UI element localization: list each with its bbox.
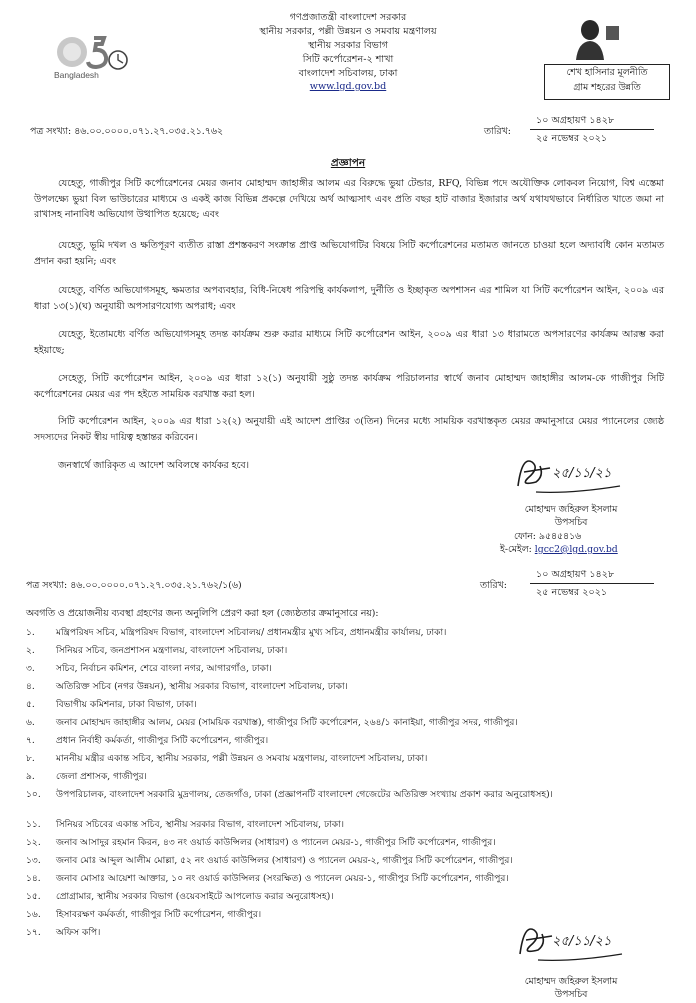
header-line-3: স্থানীয় সরকার বিভাগ (307, 40, 389, 51)
date-label-2: তারিখ: (480, 580, 507, 591)
header-line-1: গণপ্রজাতন্ত্রী বাংলাদেশ সরকার (289, 12, 407, 23)
date-block-1 (536, 114, 614, 145)
list-item-text: সিনিয়র সচিব, জনপ্রশাসন মন্ত্রণালয়, বাংলাদেশ সচিবালয়, ঢাকা। (56, 646, 288, 656)
list-item-text: অতিরিক্ত সচিব (নগর উন্নয়ন), স্থানীয় সরকার বিভাগ, বাংলাদেশ সচিবালয়, ঢাকা। (56, 682, 348, 692)
list-item-text: জনাব মোহাম্মদ জাহাঙ্গীর আলম, মেয়র (সাময়িক বরখাস্ত), গাজীপুর সিটি কর্পোরেশন, ২৬৪/১ কানাইয়া, গাজীপুর সদর, গাজীপুর। (56, 718, 518, 728)
date-bangla-1: ১০ অগ্রহায়ণ ১৪২৮ (536, 115, 615, 126)
phone-label: ফোন: (514, 531, 536, 542)
memo-ref-2 (26, 578, 242, 593)
website-link[interactable]: www.lgd.gov.bd (309, 81, 387, 92)
golden-jubilee-logo (46, 30, 132, 86)
list-item-number: ১৭. (26, 928, 41, 938)
paragraph-7: জনস্বার্থে জারিকৃত এ আদেশ অবিলম্বে কার্যকর হবে। (58, 460, 249, 471)
portrait-emblem (572, 16, 620, 60)
list-item-number: ১১. (26, 820, 41, 830)
date-english-1: ২৫ নভেম্বর ২০২১ (536, 133, 608, 144)
date-bangla-2: ১০ অগ্রহায়ণ ১৪২৮ (536, 569, 615, 580)
logo-text: Bangladesh (54, 70, 99, 80)
list-item-text: জনাব মোঃ আব্দুল আলীম মোল্লা, ৫২ নং ওয়ার্ড কাউন্সিলর (সাধারণ) ও প্যানেল মেয়র-২, গাজীপুর সিটি কর্পোরেশন, গাজীপুর। (56, 856, 513, 866)
ref-number: ৪৬.০০.০০০০.০৭১.২৭.০৩৫.২১.৭৬২ (74, 126, 224, 137)
list-item-number: ১. (26, 628, 35, 638)
email-link[interactable]: lgcc2@lgd.gov.bd (534, 544, 618, 555)
list-item-number: ৫. (26, 700, 35, 710)
signature-2 (512, 916, 632, 970)
header-line-5: বাংলাদেশ সচিবালয়, ঢাকা (298, 68, 398, 79)
paragraph-5: সেহেতু, সিটি কর্পোরেশন আইন, ২০০৯ এর ধারা ১২(১) অনুযায়ী সুষ্ঠু তদন্ত কার্যক্রম পরিচালনার স্বার্থে জনাব মোহাম্মদ জাহাঙ্গীর আলম-কে গাজীপুর সিটি কর্পোরেশনের মেয়র এর পদ হইতে সাময়িক বরখাস্ত করা হল। (34, 373, 664, 400)
header-line-4: সিটি কর্পোরেশন-২ শাখা (302, 54, 394, 65)
list-item-text: হিসাবরক্ষণ কর্মকর্তা, গাজীপুর সিটি কর্পোরেশন, গাজীপুর। (56, 910, 262, 920)
motto-line-2: গ্রাম শহরের উন্নতি (573, 82, 641, 93)
signatory-designation-1: উপসচিব (554, 517, 588, 528)
signature-date-1: ২৫/১১/২১ (552, 466, 612, 481)
contact-phone (514, 530, 581, 543)
date-english-2: ২৫ নভেম্বর ২০২১ (536, 587, 608, 598)
paragraph-6: সিটি কর্পোরেশন আইন, ২০০৯ এর ধারা ১২(২) অনুযায়ী এই আদেশ প্রাপ্তির ৩(তিন) দিনের মধ্যে সাময়িক বরখাস্তকৃত মেয়র ক্রমানুসারে মেয়র প্যানেলের জ্যেষ্ঠ সদস্যদের নিকট স্বীয় দায়িত্ব হস্তান্তর করিবেন। (34, 416, 664, 443)
signature-1 (510, 446, 630, 502)
contact-email (500, 543, 618, 556)
phone-number: ৯৫৪৫৪১৬ (538, 531, 582, 542)
list-item-number: ২. (26, 646, 35, 656)
signatory-block-2 (488, 975, 654, 1001)
list-item-number: ১৫. (26, 892, 41, 902)
signature-date-2: ২৫/১১/২১ (552, 934, 612, 949)
list-item-text: অফিস কপি। (56, 928, 101, 938)
signatory-designation-2: উপসচিব (554, 989, 588, 1000)
list-item-number: ৬. (26, 718, 35, 728)
list-item-number: ১৬. (26, 910, 41, 920)
signatory-block-1 (488, 503, 654, 529)
ref-label: পত্র সংখ্যা: (30, 126, 72, 137)
list-item-text: সিনিয়র সচিবের একান্ত সচিব, স্থানীয় সরকার বিভাগ, বাংলাদেশ সচিবালয়, ঢাকা। (56, 820, 344, 830)
list-item-number: ১০. (26, 790, 41, 800)
list-item-text: মাননীয় মন্ত্রীর একান্ত সচিব, স্থানীয় সরকার, পল্লী উন্নয়ন ও সমবায় মন্ত্রণালয়, বাংলাদেশ সচিবালয়, ঢাকা। (56, 754, 428, 764)
list-item-text: সচিব, নির্বাচন কমিশন, শেরে বাংলা নগর, আগারগাঁও, ঢাকা। (56, 664, 272, 674)
list-item-number: ৪. (26, 682, 35, 692)
list-item-text: বিভাগীয় কমিশনার, ঢাকা বিভাগ, ঢাকা। (56, 700, 197, 710)
signatory-name-2: মোহাম্মদ জহিরুল ইসলাম (524, 976, 618, 987)
paragraph-3: যেহেতু, বর্ণিত অভিযোগসমূহ, ক্ষমতার অপব্যবহার, বিধি-নিষেধ পরিপন্থি কার্যকলাপ, দুর্নীতি ও ইচ্ছাকৃত অপশাসন এর শামিল যা সিটি কর্পোরেশন আইন, ২০০৯ এর ধারা ১৩(১)(ঘ) অনুযায়ী অপসারণযোগ্য অপরাধ; এবং (34, 285, 664, 312)
email-label: ই-মেইল: (500, 544, 532, 555)
motto-box (544, 64, 670, 100)
list-item-number: ৯. (26, 772, 35, 782)
notice-title: প্রজ্ঞাপন (330, 157, 366, 169)
list-item-number: ১৪. (26, 874, 41, 884)
header-line-2: স্থানীয় সরকার, পল্লী উন্নয়ন ও সমবায় মন্ত্রণালয় (259, 26, 437, 37)
paragraph-1: যেহেতু, গাজীপুর সিটি কর্পোরেশনের মেয়র জনাব মোহাম্মদ জাহাঙ্গীর আলম এর বিরুদ্ধে ভুয়া টেন্ডার, RFQ, বিভিন্ন পদে অযৌক্তিক লোকবল নিয়োগ, বিশ্ব এস্তেমা উপলক্ষ্যে ভুয়া বিল ভাউচারের মাধ্যমে ও একই কাজ বিভিন্ন প্রকল্পে দেখিয়ে অর্থ আত্মসাৎ এবং প্রতি বছর হাট বাজার ইজারার অর্থ যথাযথভাবে নির্ধারিত খাতে জমা না রাখাসহ নানাবিধ অভিযোগ উত্থাপিত হয়েছে; এবং (34, 178, 664, 220)
ref-number-2: ৪৬.০০.০০০০.০৭১.২৭.০৩৫.২১.৭৬২/১(৬) (70, 580, 242, 591)
ref-label-2: পত্র সংখ্যা: (26, 580, 68, 591)
date-block-2 (536, 568, 614, 599)
date-label-1: তারিখ: (484, 126, 511, 137)
list-item-number: ৭. (26, 736, 35, 746)
list-item-text: প্রধান নির্বাহী কর্মকর্তা, গাজীপুর সিটি কর্পোরেশন, গাজীপুর। (56, 736, 269, 746)
list-item-text: উপপরিচালক, বাংলাদেশ সরকারি মুদ্রণালয়, তেজগাঁও, ঢাকা (প্রজ্ঞাপনটি বাংলাদেশ গেজেটের অতিরিক্ত সংখ্যায় প্রকাশ করার অনুরোধসহ)। (56, 790, 553, 800)
paragraph-2: যেহেতু, ভূমি দখল ও ক্ষতিপূরণ ব্যতীত রাস্তা প্রশস্তকরণ সংক্রান্ত প্রাপ্ত অভিযোগটির বিষয়ে সিটি কর্পোরেশনের মতামত জানতে চাওয়া হলে অদ্যাবধি কোন মতামত প্রদান করা হয়নি; এবং (34, 240, 664, 267)
motto-line-1: শেখ হাসিনার মূলনীতি (566, 67, 648, 78)
memo-ref-1 (30, 124, 223, 139)
list-item-text: জনাব আসাদুর রহমান কিরন, ৪৩ নং ওয়ার্ড কাউন্সিলর (সাধারণ) ও প্যানেল মেয়র-১, গাজীপুর সিটি কর্পোরেশন, গাজীপুর। (56, 838, 496, 848)
list-item-text: প্রোগ্রামার, স্থানীয় সরকার বিভাগ (ওয়েবসাইটে আপলোড করার অনুরোধসহ)। (56, 892, 334, 902)
list-item-text: মন্ত্রিপরিষদ সচিব, মন্ত্রিপরিষদ বিভাগ, বাংলাদেশ সচিবালয়/ প্রধানমন্ত্রীর মুখ্য সচিব, প্রধানমন্ত্রীর কার্যালয়, ঢাকা। (56, 628, 447, 638)
distribution-intro: অবগতি ও প্রয়োজনীয় ব্যবস্থা গ্রহণের জন্য অনুলিপি প্রেরণ করা হল (জ্যেষ্ঠতার ক্রমানুসারে নয়): (26, 608, 379, 619)
portrait-icon (572, 16, 620, 60)
list-item-number: ১২. (26, 838, 41, 848)
signatory-name-1: মোহাম্মদ জহিরুল ইসলাম (524, 504, 618, 515)
list-item-number: ৩. (26, 664, 35, 674)
list-item-number: ১৩. (26, 856, 41, 866)
paragraph-4: যেহেতু, ইতোমধ্যে বর্ণিত অভিযোগসমূহ তদন্ত কার্যক্রম শুরু করার মাধ্যমে সিটি কর্পোরেশন আইন, ২০০৯ এর ধারা ১৩ ধারামতে অপসারণের কার্যক্রম আরম্ভ করা হইয়াছে; (34, 329, 664, 356)
list-item-text: জনাব মোসাঃ আয়েশা আক্তার, ১০ নং ওয়ার্ড কাউন্সিলর (সংরক্ষিত) ও প্যানেল মেয়র-১, গাজীপুর সিটি কর্পোরেশন, গাজীপুর। (56, 874, 509, 884)
date-divider-1 (530, 129, 654, 130)
date-divider-2 (530, 583, 654, 584)
list-item-text: জেলা প্রশাসক, গাজীপুর। (56, 772, 147, 782)
list-item-number: ৮. (26, 754, 35, 764)
